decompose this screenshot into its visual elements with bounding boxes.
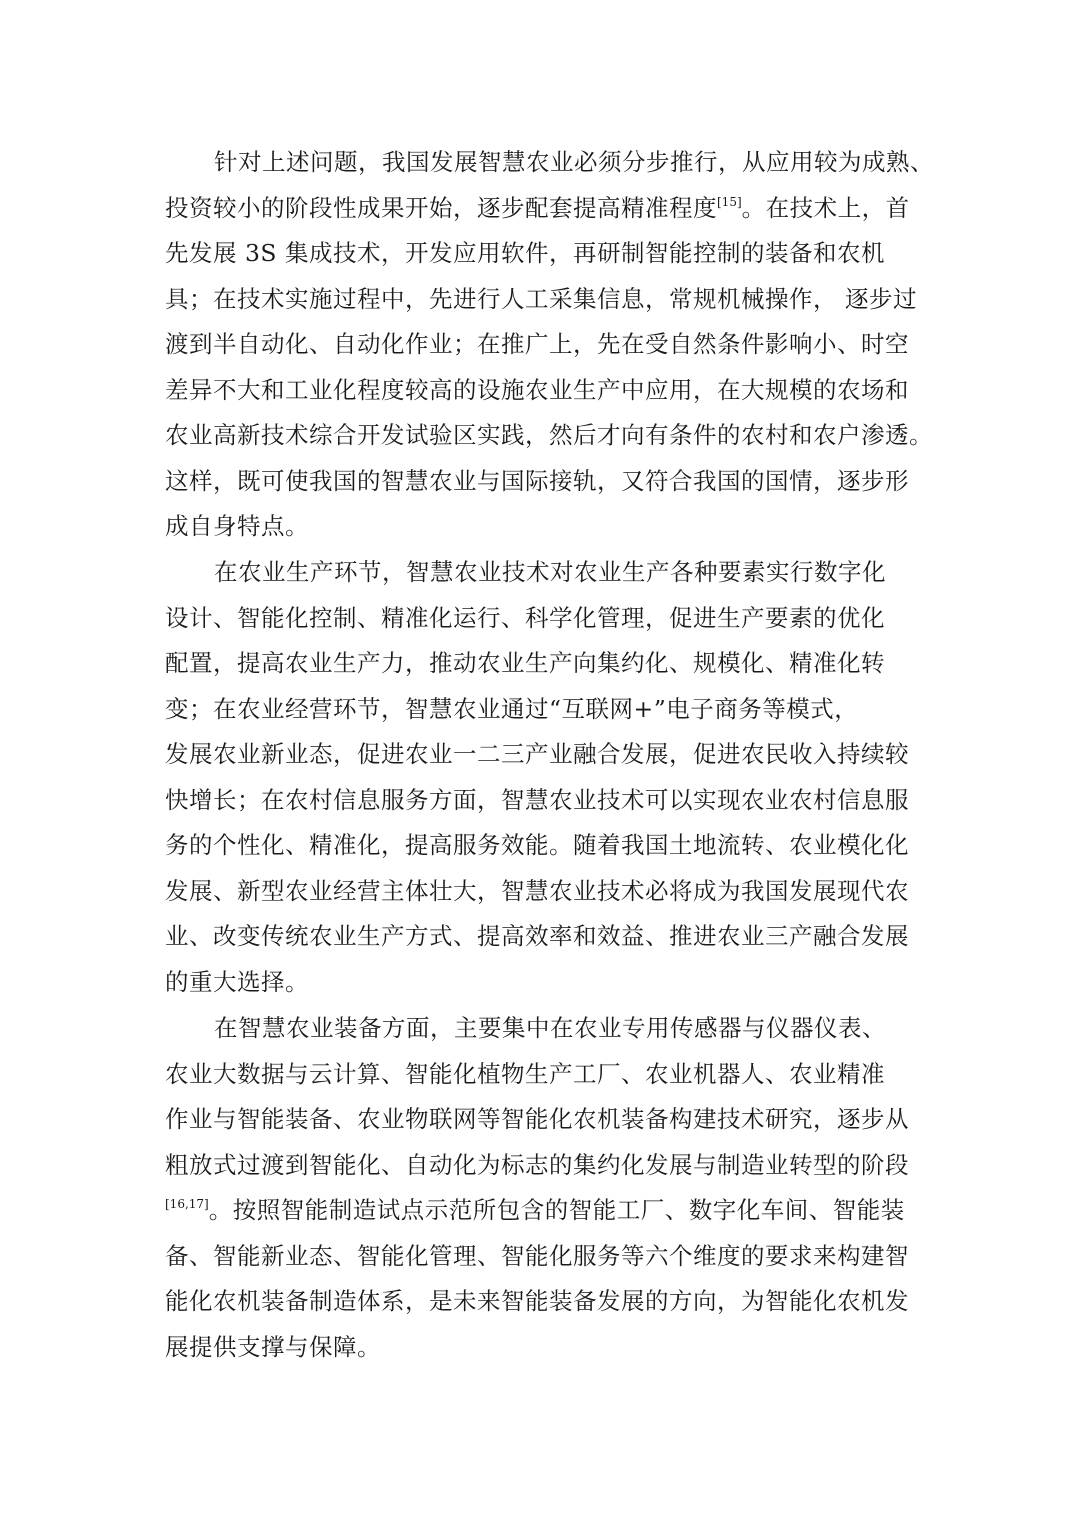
- line-text: 配置，提高农业生产力，推动农业生产向集约化、规模化、精准化转: [165, 649, 885, 677]
- text-line: [165, 375, 909, 405]
- text-line: [165, 1059, 885, 1089]
- line-text: 快增长；在农村信息服务方面，智慧农业技术可以实现农业农村信息服: [165, 785, 909, 814]
- text-line: [165, 694, 858, 724]
- text-line: [165, 921, 909, 951]
- line-text: 。按照智能制造试点示范所包含的智能工厂、数字化车间、智能装: [208, 1196, 905, 1224]
- line-text: 在智慧农业装备方面，主要集中在农业专用传感器与仪器仪表、: [214, 1014, 886, 1042]
- text-line: [214, 557, 886, 587]
- line-text: 渡到半自动化、自动化作业；在推广上，先在受自然条件影响小、时空: [165, 330, 909, 358]
- line-text: 作业与智能装备、农业物联网等智能化农机装备构建技术研究，逐步从: [165, 1105, 909, 1133]
- line-text: 农业高新技术综合开发试验区实践，然后才向有条件的农村和农户渗透。: [165, 421, 933, 449]
- line-text: 发展农业新业态，促进农业一二三产业融合发展，促进农民收入持续较: [165, 740, 909, 768]
- text-line: [165, 785, 909, 815]
- text-line: [165, 284, 917, 314]
- text-line: [165, 1104, 909, 1134]
- text-line: [165, 1195, 905, 1225]
- line-text: 具；在技术实施过程中，先进行人工采集信息，常规机械操作， 逐步过: [165, 284, 917, 313]
- line-text: 。在技术上，首: [741, 193, 910, 222]
- text-line: [165, 739, 909, 769]
- text-line: [165, 193, 910, 223]
- line-text: 在农业生产环节，智慧农业技术对农业生产各种要素实行数字化: [214, 558, 886, 586]
- text-line: [165, 1286, 909, 1316]
- line-text: 设计、智能化控制、精准化运行、科学化管理，促进生产要素的优化: [165, 603, 885, 632]
- text-line: [165, 967, 309, 997]
- text-line: [165, 420, 933, 450]
- line-text: 发展、新型农业经营主体壮大，智慧农业技术必将成为我国发展现代农: [165, 876, 909, 905]
- line-text: 先发展 3S 集成技术，开发应用软件，再研制智能控制的装备和农机: [165, 239, 885, 267]
- line-text: 这样，既可使我国的智慧农业与国际接轨，又符合我国的国情，逐步形: [165, 466, 909, 495]
- line-text: 能化农机装备制造体系，是未来智能装备发展的方向，为智能化农机发: [165, 1287, 909, 1315]
- line-text: 务的个性化、精准化，提高服务效能。随着我国土地流转、农业模化化: [165, 831, 909, 859]
- text-line: [165, 329, 909, 359]
- line-text: 备、智能新业态、智能化管理、智能化服务等六个维度的要求来构建智: [165, 1241, 909, 1270]
- text-line: [165, 466, 909, 496]
- text-line: [214, 147, 934, 177]
- line-text: 成自身特点。: [165, 512, 309, 540]
- citation-superscript: [16,17]: [165, 1197, 209, 1211]
- text-line: [165, 603, 885, 633]
- text-line: [165, 1332, 381, 1362]
- citation-superscript: [15]: [717, 194, 742, 209]
- text-line: [165, 511, 309, 541]
- text-line: [165, 1150, 909, 1180]
- line-text: 业、改变传统农业生产方式、提高效率和效益、推进农业三产融合发展: [165, 922, 909, 950]
- text-line: [165, 830, 909, 860]
- line-text: 农业大数据与云计算、智能化植物生产工厂、农业机器人、农业精准: [165, 1059, 885, 1088]
- text-line: [165, 876, 909, 906]
- text-line: [165, 238, 885, 268]
- text-line: [165, 648, 885, 678]
- line-text: 粗放式过渡到智能化、自动化为标志的集约化发展与制造业转型的阶段: [165, 1150, 909, 1179]
- text-line: [165, 1241, 909, 1271]
- line-text: 变；在农业经营环节，智慧农业通过“互联网+”电子商务等模式，: [165, 694, 859, 723]
- text-line: [214, 1013, 886, 1043]
- line-text: 的重大选择。: [165, 967, 309, 996]
- line-text: 针对上述问题，我国发展智慧农业必须分步推行，从应用较为成熟、: [214, 148, 934, 176]
- line-text: 差异不大和工业化程度较高的设施农业生产中应用，在大规模的农场和: [165, 375, 909, 404]
- line-text: 投资较小的阶段性成果开始，逐步配套提高精准程度: [165, 193, 717, 222]
- line-text: 展提供支撑与保障。: [165, 1332, 381, 1361]
